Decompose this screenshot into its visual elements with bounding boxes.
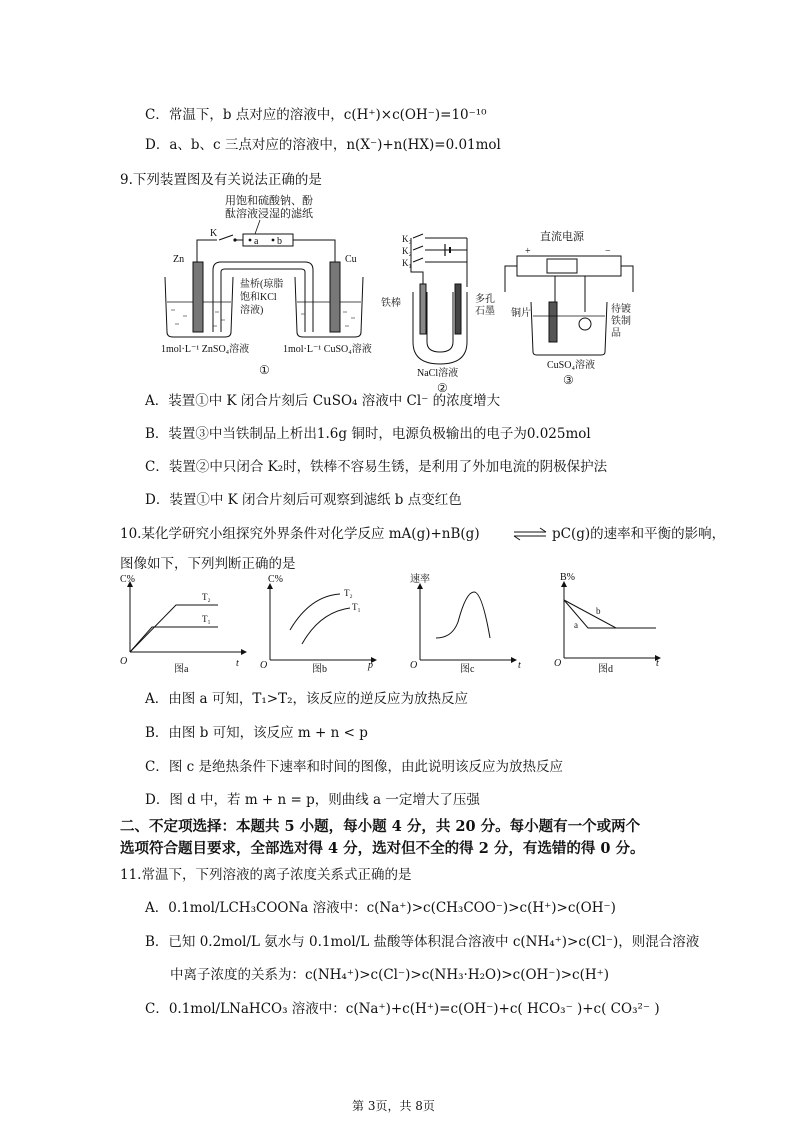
graph-c [410,572,521,675]
cuso4-label-1: 1mol·L⁻¹ CuSO₄溶液 [283,344,372,355]
plus-label: + [525,246,531,257]
option-a-q9: A．装置①中 K 闭合片刻后 CuSO₄ 溶液中 Cl⁻ 的浓度增大 [145,393,501,409]
option-d-q9: D．装置①中 K 闭合片刻后可观察到滤纸 b 点变红色 [145,492,462,508]
salt-bridge-label-1: 盐桥(琼脂 [240,279,284,290]
point-a: a [254,236,259,247]
plated-label-1: 待镀 [611,304,631,315]
graph-b-caption: 图b [312,664,327,675]
question-10-graphs [118,572,668,677]
graph-a-curve-t1 [130,627,218,652]
graph-a-caption: 图a [174,664,189,675]
wire-right [293,240,335,264]
wire-left [197,240,217,264]
graph-a-t1: T₁ [202,614,211,624]
option-b-q9: B．装置③中当铁制品上析出1.6g 铜时，电源负极输出的电子为0.025mol [145,426,591,442]
graph-b-curve-t1 [302,608,350,644]
copper-plate [549,302,557,342]
question-9-stem: 9.下列装置图及有关说法正确的是 [120,172,322,188]
option-c-q9: C．装置②中只闭合 K₂时，铁棒不容易生锈，是利用了外加电流的阴极保护法 [145,459,608,475]
graphite-label-2: 石墨 [475,306,495,317]
option-c-q10: C．图 c 是绝热条件下速率和时间的图像，由此说明该反应为放热反应 [145,759,563,775]
plated-label-3: 品 [611,328,621,339]
question-10-stem-1: 10.某化学研究小组探究外界条件对化学反应 mA(g)+nB(g) [120,526,480,542]
cu-electrode [330,262,340,332]
section-2-heading-2: 选项符合题目要求，全部选对得 4 分，选对但不全的得 2 分，有选错的得 0 分。 [120,840,645,857]
question-9-figure [155,192,635,395]
device-3-number: ③ [563,373,574,387]
u-tube-inner [427,292,453,352]
graph-a [120,574,246,675]
question-10-stem-2: pC(g)的速率和平衡的影响， [552,526,726,542]
filter-paper-label-2: 酞溶液浸湿的滤纸 [225,208,313,220]
graph-d-label-b: b [596,606,601,616]
iron-rod [420,284,426,334]
beaker-3 [531,302,607,355]
k2-label: K₂ [402,246,412,256]
nacl-label: NaCl溶液 [417,368,459,379]
switch-k [219,235,233,240]
plated-label-2: 铁制 [611,316,631,327]
graph-a-ylabel: C% [120,574,135,585]
graph-b-t1: T₁ [352,602,361,612]
graphite-rod [455,284,461,334]
cuso4-label-2: CuSO₄溶液 [547,360,595,371]
graph-c-origin: O [410,660,418,671]
k3-label: K₃ [402,234,412,244]
option-d-q8: D．a、b、c 三点对应的溶液中，n(X⁻)+n(HX)=0.01mol [145,137,501,153]
option-a-q11: A．0.1mol/LCH₃COONa 溶液中：c(Na⁺)>c(CH₃COO⁻)>c(H⁺)>c(OH⁻) [145,900,616,916]
question-11-stem: 11.常温下，下列溶液的离子浓度关系式正确的是 [120,867,412,883]
graph-a-curve-t2 [130,605,218,652]
graph-b-t2: T₂ [344,588,353,598]
salt-bridge-label-3: 溶液) [240,305,264,316]
switch-k-label: K [210,228,218,239]
cu-label: Cu [345,254,357,265]
graph-d [554,572,660,675]
section-2-heading-1: 二、不定项选择：本题共 5 小题，每小题 4 分，共 20 分。每小题有一个或两个 [120,818,641,835]
option-c-q8: C．常温下，b 点对应的溶液中，c(H⁺)×c(OH⁻)=10⁻¹⁰ [145,107,487,123]
graph-b [260,574,376,675]
graph-a-xlabel: t [236,658,239,669]
graph-d-ylabel: B% [560,572,575,583]
question-10-stem-3: 图像如下，下列判断正确的是 [120,556,296,572]
graph-d-xlabel: t [656,658,659,669]
salt-bridge-label-2: 饱和KCl [240,292,277,303]
iron-object [579,318,591,330]
graph-c-curve [436,592,490,638]
graph-b-curve-t2 [290,594,340,630]
k1-label: K₁ [402,258,412,268]
zn-electrode [193,262,203,332]
page-footer: 第 3页，共 8页 [352,1099,435,1113]
iron-rod-label: 铁棒 [381,298,401,309]
option-c-q11: C．0.1mol/LNaHCO₃ 溶液中：c(Na⁺)+c(H⁺)=c(OH⁻)+c( HCO₃⁻ )+c( CO₃²⁻ ) [145,1001,660,1017]
graph-c-xlabel: t [518,660,521,671]
filter-paper-label-1: 用饱和硫酸钠、酚 [225,195,313,207]
graph-d-origin: O [554,658,562,669]
minus-label: − [605,246,611,257]
option-d-q10: D．图 d 中，若 m + n = p，则曲线 a 一定增大了压强 [145,792,480,808]
graph-d-caption: 图d [598,664,613,675]
zn-label: Zn [173,254,185,265]
graph-b-origin: O [260,660,268,671]
option-b-q11-line-2: 中离子浓度的关系为：c(NH₄⁺)>c(Cl⁻)>c(NH₃·H₂O)>c(OH⁻)>c(H⁺) [170,967,610,983]
option-b-q10: B．由图 b 可知，该反应 m + n < p [145,725,368,741]
device-1-number: ① [259,363,270,377]
option-a-q10: A．由图 a 可知，T₁>T₂，该反应的逆反应为放热反应 [145,691,469,707]
graph-d-label-a: a [574,620,578,630]
graphite-label-1: 多孔 [475,294,495,305]
graph-b-ylabel: C% [268,574,283,585]
point-b: b [277,236,282,247]
device-2-number: ② [437,381,448,395]
znso4-label: 1mol·L⁻¹ ZnSO₄溶液 [161,344,250,355]
graph-a-origin: O [120,656,128,667]
graph-c-ylabel: 速率 [410,574,430,585]
dc-power-label: 直流电源 [540,231,584,243]
equilibrium-arrow-icon [512,526,548,542]
copper-label: 铜片 [511,308,531,319]
graph-c-caption: 图c [460,664,475,675]
graph-a-t2: T₂ [202,592,211,602]
option-b-q11-line-1: B．已知 0.2mol/L 氨水与 0.1mol/L 盐酸等体积混合溶液中 c(NH₄⁺)>c(Cl⁻)，则混合溶液 [145,934,700,950]
graph-b-xlabel: p [368,660,373,671]
